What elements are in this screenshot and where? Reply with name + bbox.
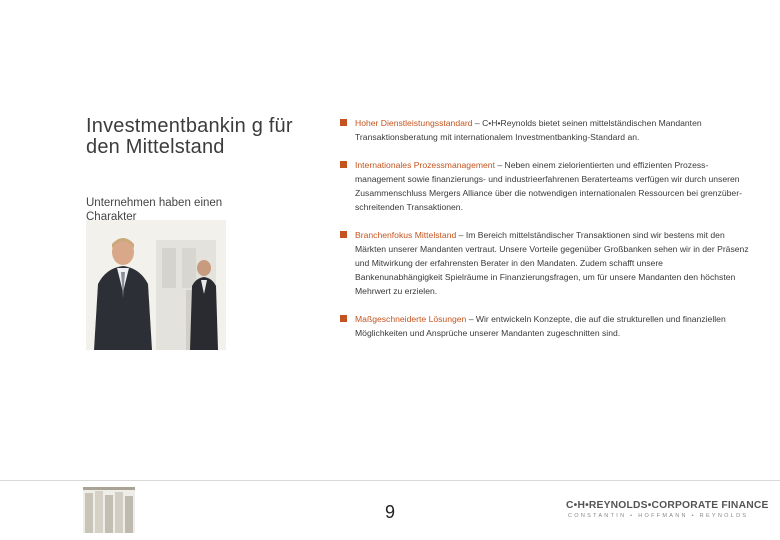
company-logo <box>566 500 769 524</box>
bullet-square-icon <box>340 119 347 126</box>
logo-wordmark: C•H•REYNOLDS•CORPORATE FINANCE <box>566 500 769 511</box>
bullet-title: Branchenfokus Mittelstand <box>355 230 457 240</box>
bullet-body: – C•H•Reynolds bietet seinen mittelständischen Mandanten Transaktionsberatung mit internationalem Investmentbanking-Standard an. <box>355 118 702 142</box>
page-title: Investmentbankin g für den Mittelstand <box>86 115 293 158</box>
footer-divider <box>0 480 780 481</box>
bullet-body: – Wir entwickeln Konzepte, die auf die strukturellen und finanziellen Möglichkeiten und Ansprüche unserer Mandanten zugeschnitten sind. <box>355 314 726 338</box>
bullet-body: – Neben einem zielorientierten und effizienten Prozess-management sowie finanzierungs- und industrieerfahrenen Beraterteams verfügen wir durch unseren Zusammenschluss Mergers Alliance über die notwendigen internationalen Ressourcen bei grenzüber-schreitenden Transaktionen. <box>355 160 742 212</box>
bullet-title: Hoher Dienstleistungsstandard <box>355 118 473 128</box>
page-subtitle: Unternehmen haben einen Charakter <box>86 197 223 220</box>
bullet-title: Internationales Prozessmanagement <box>355 160 495 170</box>
bullet-body: – Im Bereich mittelständischer Transaktionen sind wir bestens mit den Märkten unserer Mandanten vertraut. Unsere Vorteile gegenüber Großbanken sehen wir in der Präsenz und Mitwirkung der erfahrensten Berater in den Mandaten. Zudem schafft unsere Bankenunabhängigkeit Spielräume in Finanzierungsfragen, um für unsere Mandanten den höchsten Mehrwert zu erzielen. <box>355 230 749 296</box>
team-photo <box>86 220 226 350</box>
page-number: 9 <box>384 502 395 522</box>
bullet-item <box>340 158 750 214</box>
bullet-square-icon <box>340 315 347 322</box>
bullet-item <box>340 228 750 298</box>
footer-building-image <box>83 487 135 533</box>
bullet-square-icon <box>340 231 347 238</box>
bullet-item <box>340 116 750 144</box>
bullet-square-icon <box>340 161 347 168</box>
logo-partners: CONSTANTIN • HOFFMANN • REYNOLDS <box>568 513 749 519</box>
bullet-title: Maßgeschneiderte Lösungen <box>355 314 467 324</box>
bullet-item <box>340 312 750 340</box>
